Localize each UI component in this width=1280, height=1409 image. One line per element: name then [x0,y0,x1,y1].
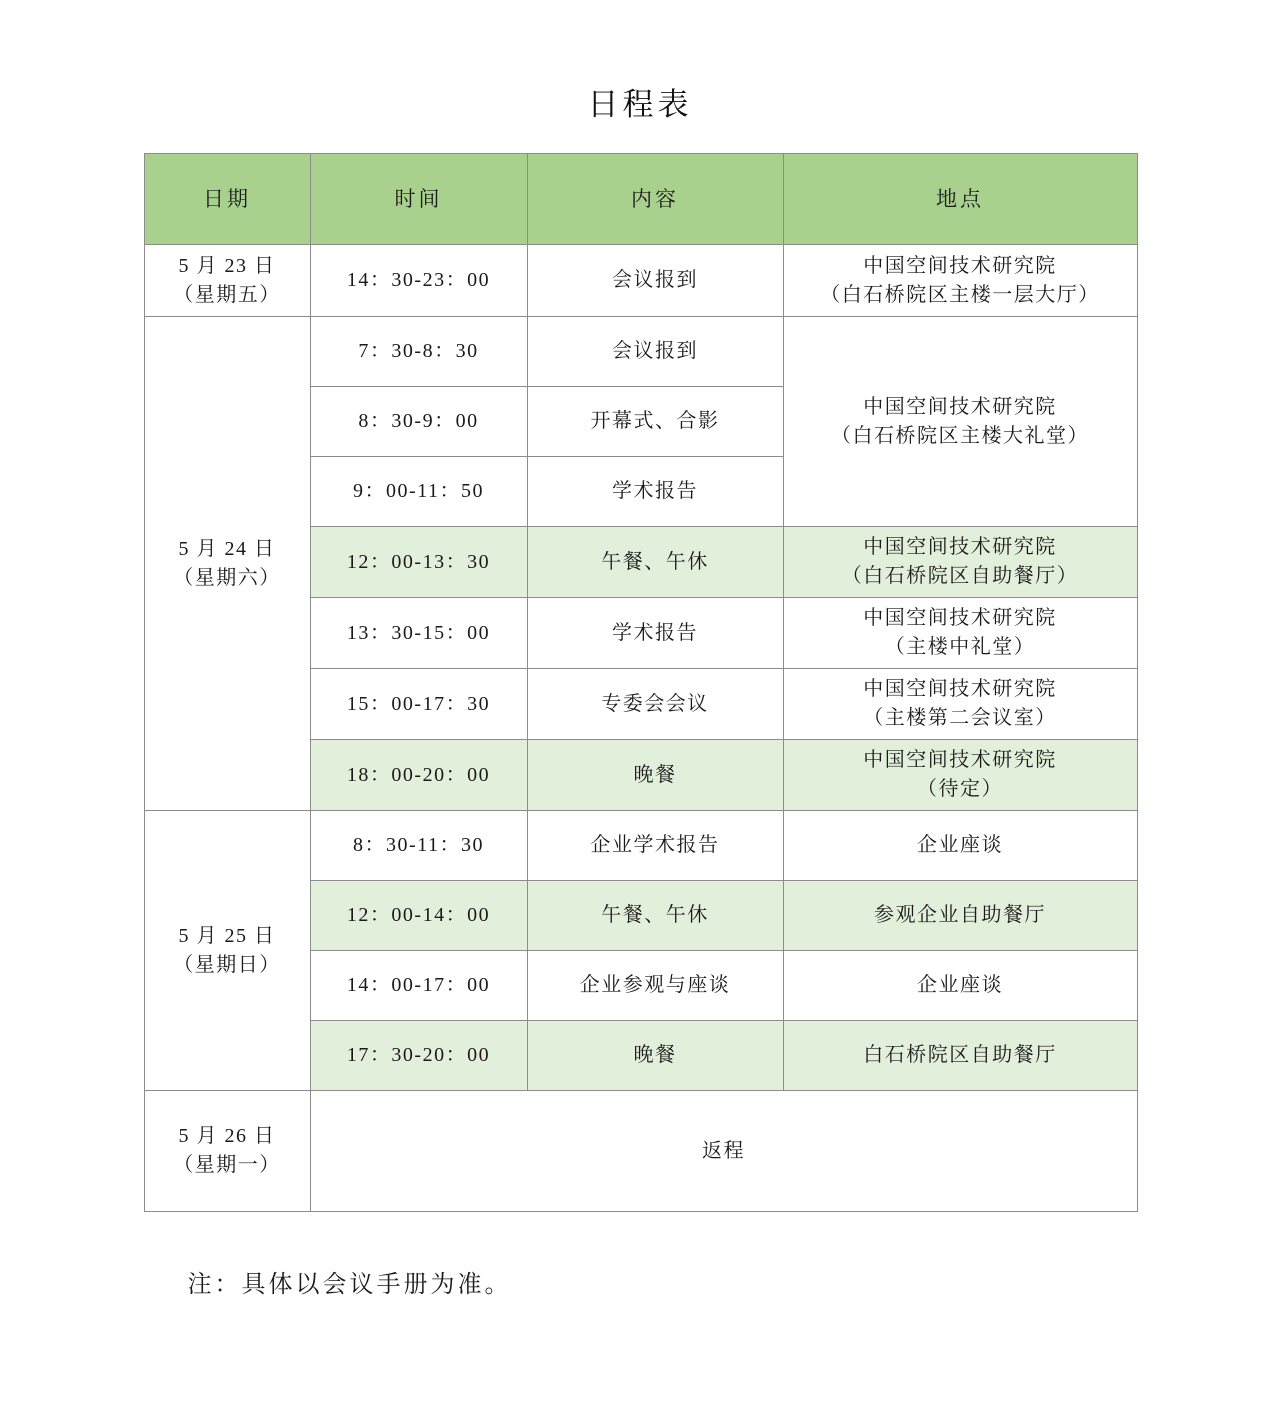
date-line-2: （星期六） [173,566,281,589]
schedule-table-container [144,153,1137,1212]
location-line-1: 中国空间技术研究院 [863,678,1057,701]
location-cell: 白石桥院区自助餐厅 [783,1021,1137,1091]
time-cell: 12：00-13：30 [310,527,527,598]
content-cell: 企业学术报告 [527,811,783,881]
time-cell: 14：30-23：00 [310,245,527,317]
schedule-table [144,153,1138,1212]
location-cell [783,527,1137,598]
time-cell: 18：00-20：00 [310,740,527,811]
time-cell: 14：00-17：00 [310,951,527,1021]
content-cell: 专委会会议 [527,669,783,740]
footnote: 注：具体以会议手册为准。 [187,1272,512,1299]
table-row [144,317,1137,387]
location-line-1: 中国空间技术研究院 [863,254,1057,277]
time-cell: 12：00-14：00 [310,881,527,951]
time-cell: 7：30-8：30 [310,317,527,387]
date-line-2: （星期日） [173,953,281,976]
page-title: 日程表 [587,87,693,122]
location-line-2: （待定） [917,778,1003,801]
location-cell [783,598,1137,669]
date-line-1: 5 月 23 日 [178,254,276,277]
location-line-2: （白石桥院区自助餐厅） [841,565,1079,588]
location-cell: 企业座谈 [783,811,1137,881]
table-body [144,245,1137,1212]
location-cell [783,317,1137,527]
content-cell: 企业参观与座谈 [527,951,783,1021]
time-cell: 17：30-20：00 [310,1021,527,1091]
content-cell: 学术报告 [527,457,783,527]
content-cell: 晚餐 [527,740,783,811]
location-line-2: （白石桥院区主楼一层大厅） [820,283,1100,306]
date-line-1: 5 月 25 日 [178,924,276,947]
time-cell: 13：30-15：00 [310,598,527,669]
location-cell: 参观企业自助餐厅 [783,881,1137,951]
location-line-1: 中国空间技术研究院 [863,607,1057,630]
content-cell: 会议报到 [527,317,783,387]
content-cell: 开幕式、合影 [527,387,783,457]
table-row [144,811,1137,881]
location-cell [783,669,1137,740]
date-line-2: （星期一） [173,1154,281,1177]
location-line-1: 中国空间技术研究院 [863,395,1057,418]
location-cell [783,740,1137,811]
date-cell-may24 [144,317,310,811]
location-line-2: （主楼中礼堂） [884,636,1036,659]
column-header-location: 地点 [783,154,1137,245]
table-header-row [144,154,1137,245]
content-cell: 午餐、午休 [527,527,783,598]
time-cell: 8：30-9：00 [310,387,527,457]
column-header-content: 内容 [527,154,783,245]
location-cell: 企业座谈 [783,951,1137,1021]
date-line-2: （星期五） [173,283,281,306]
merged-content-cell-return: 返程 [310,1091,1137,1212]
table-row [144,245,1137,317]
time-cell: 15：00-17：30 [310,669,527,740]
location-line-2: （主楼第二会议室） [863,707,1057,730]
content-cell: 晚餐 [527,1021,783,1091]
date-cell-may23 [144,245,310,317]
date-line-1: 5 月 26 日 [178,1125,276,1148]
time-cell: 9：00-11：50 [310,457,527,527]
column-header-time: 时间 [310,154,527,245]
table-row [144,1091,1137,1212]
date-line-1: 5 月 24 日 [178,537,276,560]
location-line-1: 中国空间技术研究院 [863,536,1057,559]
location-line-1: 中国空间技术研究院 [863,749,1057,772]
location-line-2: （白石桥院区主楼大礼堂） [831,424,1089,447]
content-cell: 会议报到 [527,245,783,317]
table-header [144,154,1137,245]
date-cell-may26 [144,1091,310,1212]
location-cell [783,245,1137,317]
time-cell: 8：30-11：30 [310,811,527,881]
content-cell: 午餐、午休 [527,881,783,951]
column-header-date: 日期 [144,154,310,245]
content-cell: 学术报告 [527,598,783,669]
date-cell-may25 [144,811,310,1091]
